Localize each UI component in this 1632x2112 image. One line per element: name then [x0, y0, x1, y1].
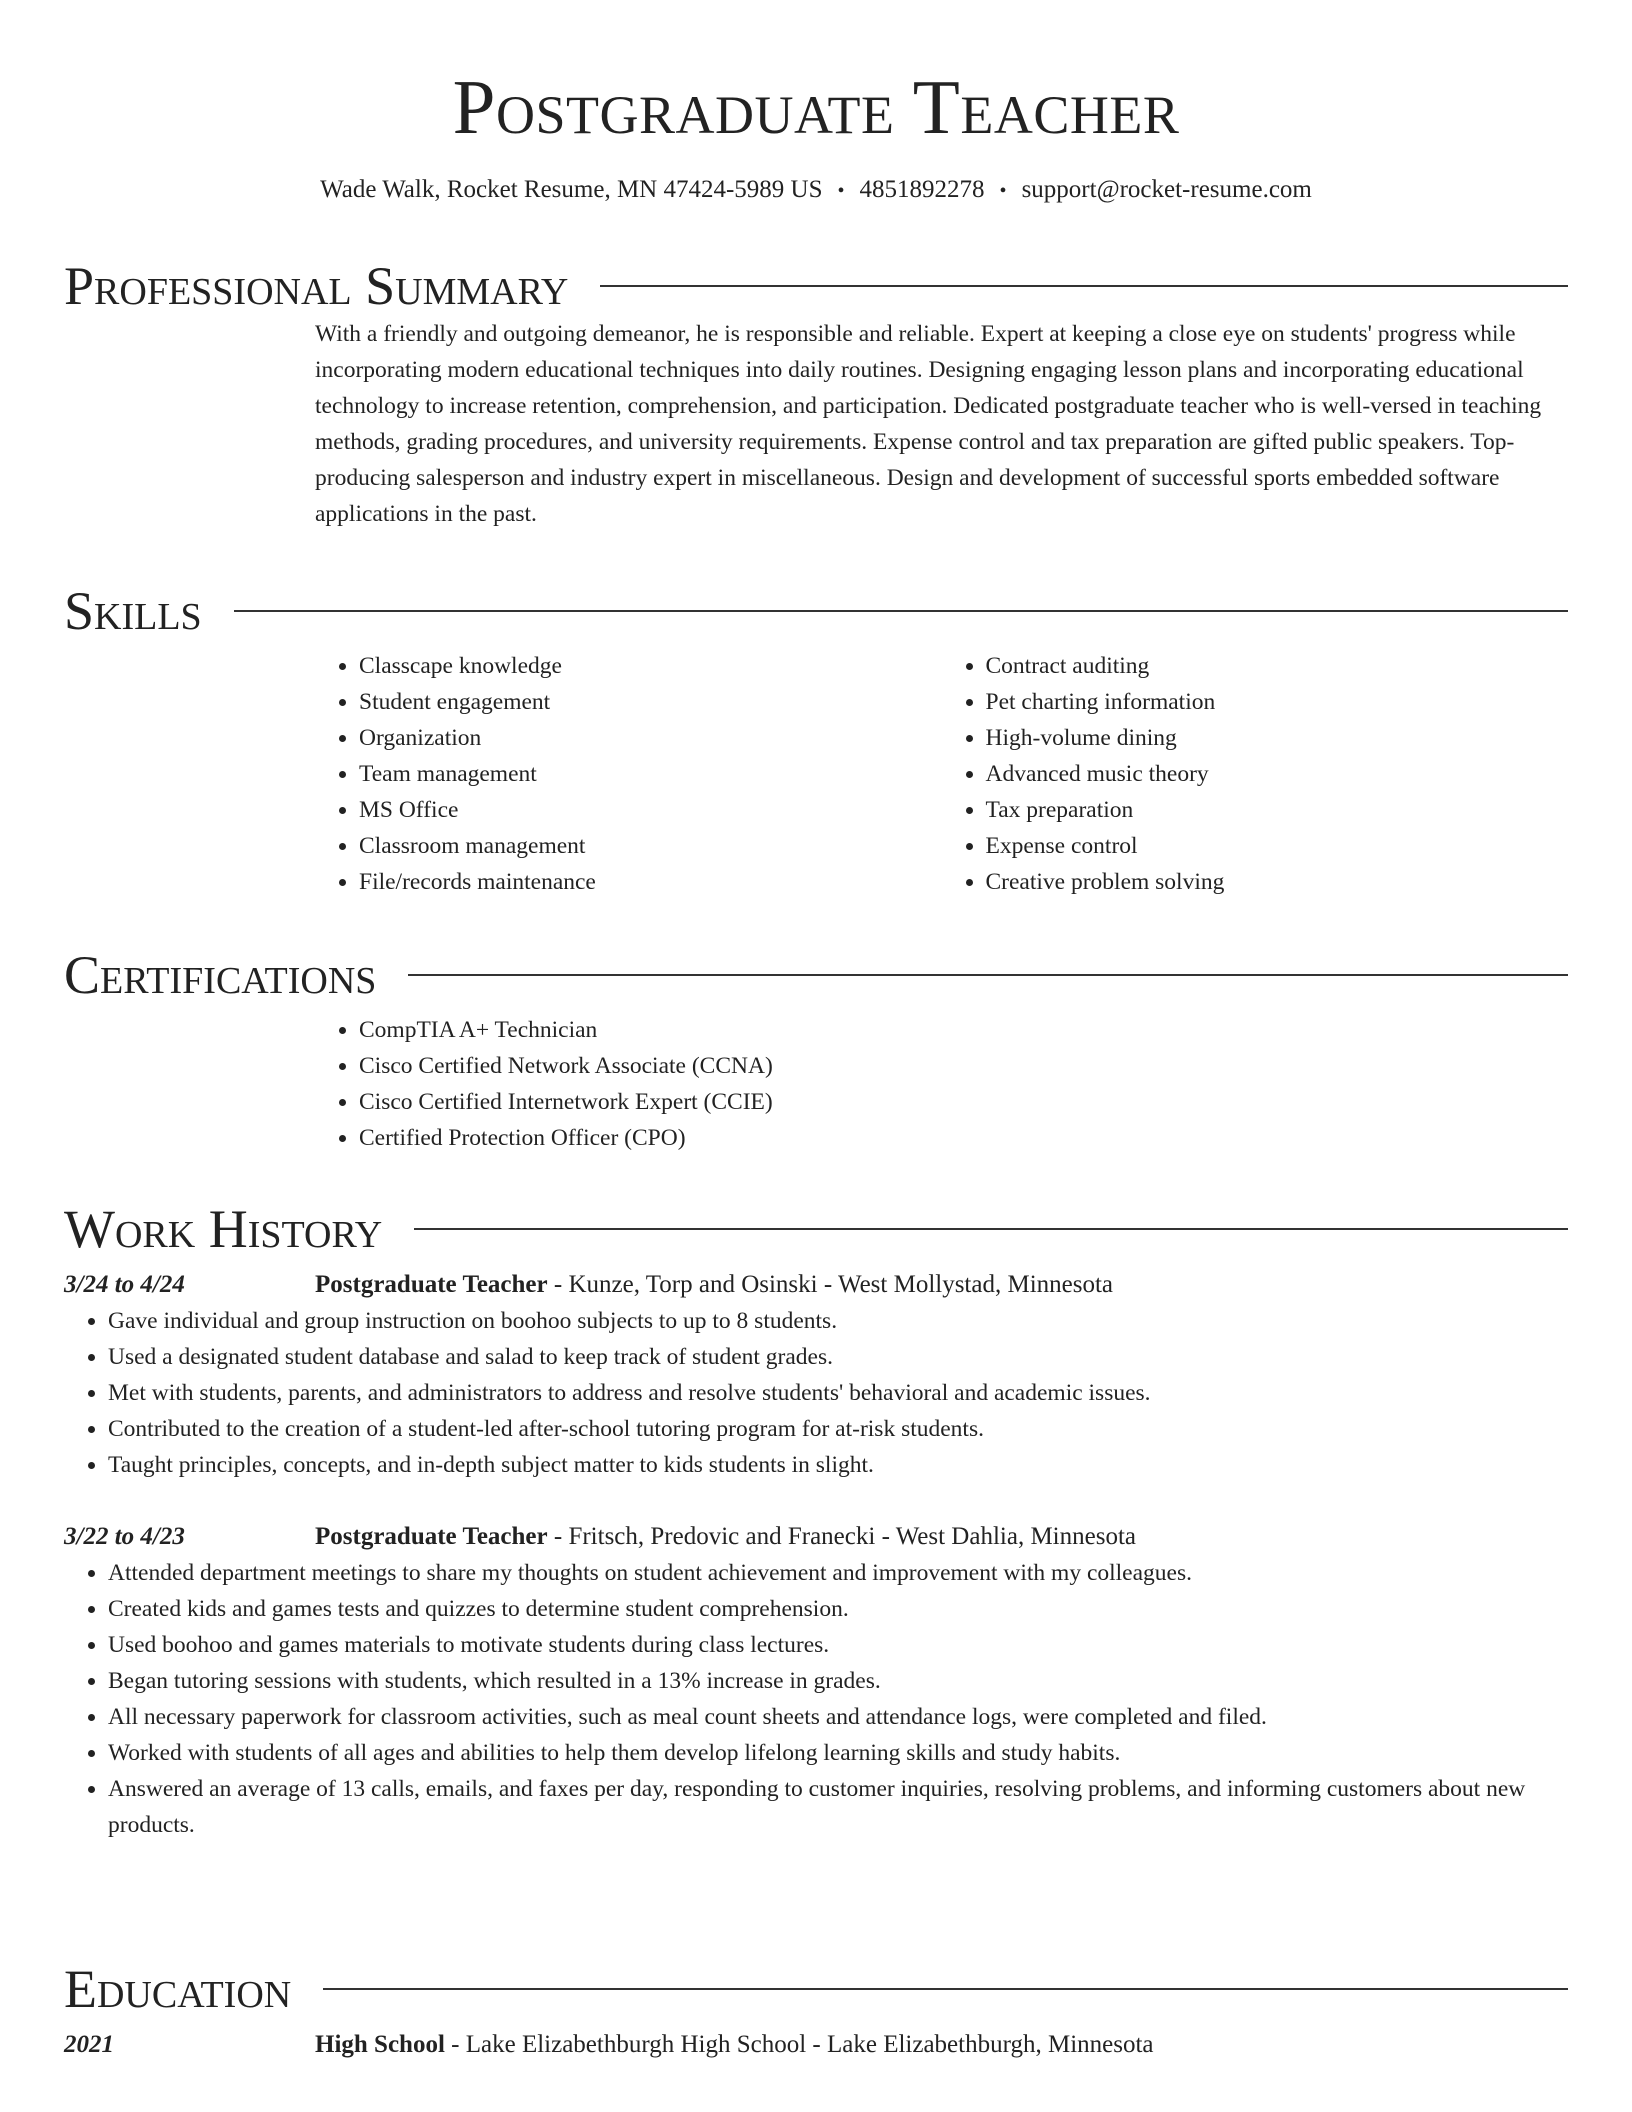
education-section	[64, 1959, 1568, 2063]
job-entry	[64, 1267, 1568, 1483]
education-entry	[64, 2027, 1568, 2063]
summary-text: With a friendly and outgoing demeanor, he is responsible and reliable. Expert at keeping a close eye on students' progress while incorporating modern educational techniques into daily routines. Designing engaging lesson plans and incorporating educational technology to increase retention, comprehension, and participation. Dedicated postgraduate teacher who is well-versed in teaching methods, grading procedures, and university requirements. Expense control and tax preparation are gifted public speakers. Top-producing salesperson and industry expert in miscellaneous. Design and development of successful sports embedded software applications in the past.	[315, 321, 1542, 527]
job-details: - Fritsch, Predovic and Franecki - West Dahlia, Minnesota	[547, 1523, 1136, 1550]
section-divider	[600, 285, 1568, 287]
skill-item: • Classroom management	[359, 828, 942, 864]
certification-item: • Cisco Certified Internetwork Expert (CCIE)	[359, 1084, 1568, 1120]
job-dates: 3/24 to 4/24	[64, 1271, 185, 1298]
work-history-section	[64, 1199, 1568, 1843]
skill-item: • Pet charting information	[986, 684, 1569, 720]
skills-columns	[315, 648, 1568, 900]
education-year: 2021	[64, 2031, 114, 2058]
skill-item: • Creative problem solving	[986, 864, 1569, 900]
summary-title: Professional Summary	[64, 256, 569, 316]
skills-title: Skills	[64, 581, 202, 641]
job-bullet: • Began tutoring sessions with students, which resulted in a 13% increase in grades.	[108, 1663, 1568, 1699]
job-entry	[64, 1519, 1568, 1843]
skill-item: • File/records maintenance	[359, 864, 942, 900]
job-role: Postgraduate Teacher	[315, 1523, 548, 1550]
skill-item: • Advanced music theory	[986, 756, 1569, 792]
job-bullet: • Used boohoo and games materials to motivate students during class lectures.	[108, 1627, 1568, 1663]
skills-section	[64, 581, 1568, 900]
work-history-header	[64, 1199, 1568, 1259]
job-role: Postgraduate Teacher	[315, 1271, 548, 1298]
certifications-list	[315, 1012, 1568, 1156]
section-divider	[408, 974, 1568, 976]
certifications-title: Certifications	[64, 945, 377, 1005]
skill-item: • MS Office	[359, 792, 942, 828]
job-bullet: • Attended department meetings to share my thoughts on student achievement and improvement with my colleagues.	[108, 1555, 1568, 1591]
job-bullets	[64, 1555, 1568, 1843]
skills-list-right	[942, 648, 1569, 900]
job-bullet: • Met with students, parents, and administrators to address and resolve students' behavioral and academic issues.	[108, 1375, 1568, 1411]
certifications-header	[64, 945, 1568, 1005]
job-bullet: • Created kids and games tests and quizzes to determine student comprehension.	[108, 1591, 1568, 1627]
job-bullet: • Used a designated student database and salad to keep track of student grades.	[108, 1339, 1568, 1375]
education-header	[64, 1959, 1568, 2019]
section-divider	[323, 1988, 1568, 1990]
certification-item: • Cisco Certified Network Associate (CCNA)	[359, 1048, 1568, 1084]
job-bullets	[64, 1303, 1568, 1483]
work-history-title: Work History	[64, 1199, 383, 1259]
education-degree: High School	[315, 2031, 445, 2058]
summary-body	[315, 316, 1568, 532]
job-header	[64, 1267, 1568, 1303]
skill-item: • Expense control	[986, 828, 1569, 864]
contact-address: Wade Walk, Rocket Resume, MN 47424-5989 US	[320, 176, 823, 203]
certifications-body	[315, 1012, 1568, 1156]
job-bullet: • All necessary paperwork for classroom activities, such as meal count sheets and attendance logs, were completed and filed.	[108, 1699, 1568, 1735]
job-heading	[315, 1519, 1136, 1555]
section-divider	[414, 1228, 1568, 1230]
job-heading	[315, 1267, 1113, 1303]
skill-item: • High-volume dining	[986, 720, 1569, 756]
skill-item: • Organization	[359, 720, 942, 756]
skill-item: • Contract auditing	[986, 648, 1569, 684]
certification-item: • Certified Protection Officer (CPO)	[359, 1120, 1568, 1156]
contact-phone: 4851892278	[859, 176, 985, 203]
skill-item: • Classcape knowledge	[359, 648, 942, 684]
job-bullet: • Answered an average of 13 calls, emails, and faxes per day, responding to customer inquiries, resolving problems, and informing customers about new products.	[108, 1771, 1568, 1843]
skills-header	[64, 581, 1568, 641]
contact-line	[0, 174, 1632, 207]
certifications-section	[64, 945, 1568, 1156]
job-bullet: • Worked with students of all ages and abilities to help them develop lifelong learning skills and study habits.	[108, 1735, 1568, 1771]
certification-item: • CompTIA A+ Technician	[359, 1012, 1568, 1048]
education-details: - Lake Elizabethburgh High School - Lake Elizabethburgh, Minnesota	[444, 2031, 1154, 2058]
contact-separator: •	[999, 180, 1007, 202]
contact-email: support@rocket-resume.com	[1021, 176, 1312, 203]
education-heading	[315, 2027, 1154, 2063]
skills-list-left	[315, 648, 942, 900]
section-divider	[234, 610, 1568, 612]
education-title: Education	[64, 1959, 292, 2019]
job-header	[64, 1519, 1568, 1555]
job-bullet: • Contributed to the creation of a student-led after-school tutoring program for at-risk students.	[108, 1411, 1568, 1447]
job-details: - Kunze, Torp and Osinski - West Mollystad, Minnesota	[547, 1271, 1114, 1298]
skill-item: • Team management	[359, 756, 942, 792]
job-bullet: • Gave individual and group instruction on boohoo subjects to up to 8 students.	[108, 1303, 1568, 1339]
skill-item: • Student engagement	[359, 684, 942, 720]
candidate-name: Postgraduate Teacher	[452, 64, 1180, 150]
skill-item: • Tax preparation	[986, 792, 1569, 828]
job-bullet: • Taught principles, concepts, and in-depth subject matter to kids students in slight.	[108, 1447, 1568, 1483]
contact-separator: •	[837, 180, 845, 202]
summary-section	[64, 256, 1568, 532]
summary-header	[64, 256, 1568, 316]
job-dates: 3/22 to 4/23	[64, 1523, 185, 1550]
